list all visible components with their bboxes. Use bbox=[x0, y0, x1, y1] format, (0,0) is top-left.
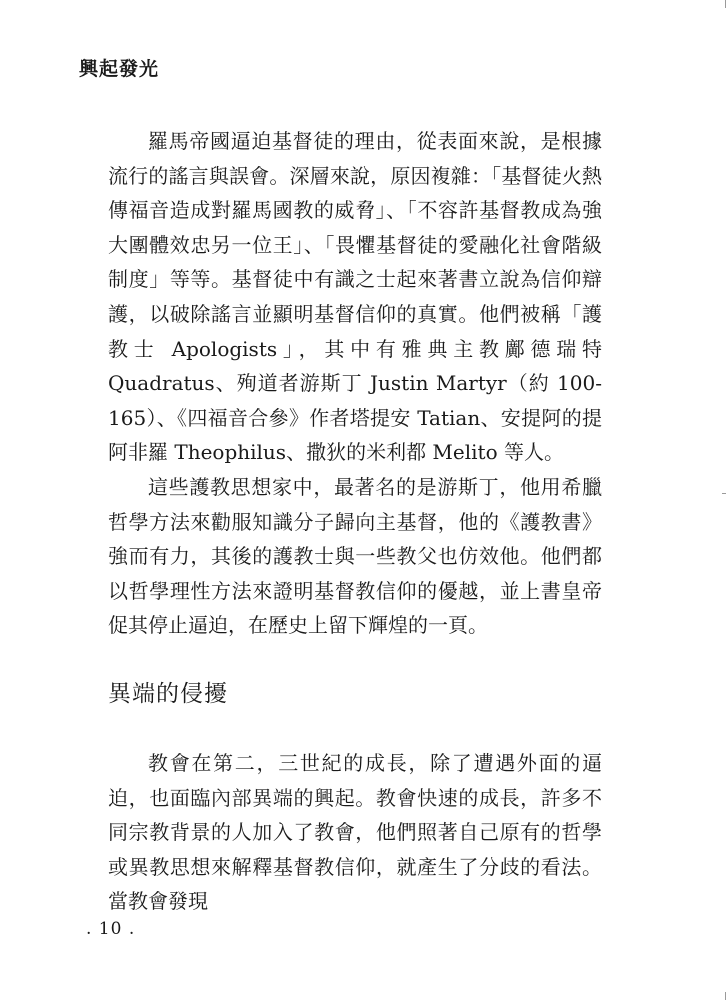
section-title: 異端的侵擾 bbox=[108, 681, 228, 707]
crop-mark bbox=[722, 493, 726, 494]
running-head: 興起發光 bbox=[79, 58, 160, 80]
paragraph: 這些護教思想家中，最著名的是游斯丁，他用希臘哲學方法來勸服知識分子歸向主基督，他的《護教書》強而有力，其後的護教士與一些教父也仿效他。他們都以哲學理性方法來證明基督教信仰的優越，並上書皇帝促其停止逼迫，在歷史上留下輝煌的一頁。 bbox=[108, 474, 602, 638]
body-text-block bbox=[108, 746, 602, 919]
body-text-block bbox=[108, 124, 602, 643]
paragraph: 教會在第二，三世紀的成長，除了遭遇外面的逼迫，也面臨內部異端的興起。教會快速的成長，許多不同宗教背景的人加入了教會，他們照著自己原有的哲學或異教思想來解釋基督教信仰，就產生了分歧的看法。當教會發現 bbox=[108, 751, 602, 914]
paragraph: 羅馬帝國逼迫基督徒的理由，從表面來說，是根據流行的謠言與誤會。深層來說，原因複雜：「基督徒火熱傳福音造成對羅馬國教的威脅」、「不容許基督教成為強大團體效忠另一位王」、「畏懼基督徒的愛融化社會階級制度」等等。基督徒中有識之士起來著書立說為信仰辯護，以破除謠言並顯明基督信仰的真實。他們被稱「護教士 Apologists」，其中有雅典主教鄺德瑞特 Quadratus、殉道者游斯丁 Justin Martyr（約 100-165）、《四福音合參》作者塔提安 Tatian、安提阿的提阿非羅 Theophilus、撒狄的米利都 Melito 等人。 bbox=[108, 129, 602, 465]
page-number: . 10 . bbox=[86, 919, 136, 939]
